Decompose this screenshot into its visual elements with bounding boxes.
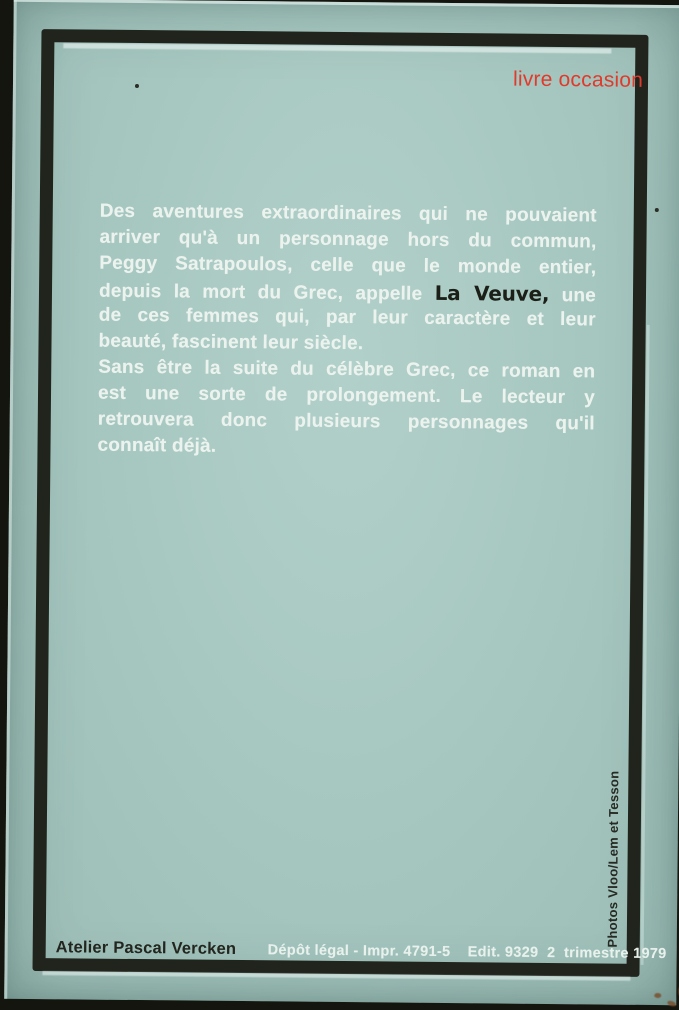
synopsis-line: Peggy Satrapoulos, celle que le monde entier, bbox=[99, 252, 597, 279]
synopsis-line: de ces femmes qui, par leur caractère et leur bbox=[98, 304, 596, 331]
wear-stain bbox=[654, 993, 661, 998]
legal-imprint: Dépôt légal - Impr. 4791-5 Edit. 9329 2 trimestre 1979 bbox=[267, 942, 667, 963]
back-cover bbox=[4, 0, 679, 1005]
studio-credit: Atelier Pascal Vercken bbox=[55, 938, 237, 958]
synopsis-line: connaît déjà. bbox=[97, 434, 217, 457]
synopsis-line: beauté, fascinent leur siècle. bbox=[98, 330, 364, 355]
border-frame bbox=[32, 29, 648, 977]
synopsis-line-pre: depuis la mort du Grec, appelle bbox=[98, 280, 423, 305]
synopsis-line-post: une bbox=[561, 285, 597, 307]
synopsis-line: retrouvera donc plusieurs personnages qu'il bbox=[97, 408, 595, 435]
paper-speck bbox=[135, 84, 139, 88]
paper-speck bbox=[655, 208, 659, 212]
synopsis-line: Des aventures extraordinaires qui ne pouvaient bbox=[99, 200, 597, 227]
synopsis-line: arriver qu'à un personnage hors du commun, bbox=[99, 226, 597, 253]
synopsis-line: est une sorte de prolongement. Le lecteur y bbox=[97, 382, 596, 409]
wear-stain bbox=[667, 1000, 677, 1008]
synopsis-text bbox=[97, 199, 596, 464]
emphasis-la-veuve: La Veuve, bbox=[434, 280, 550, 306]
used-book-overlay-label: livre occasion bbox=[512, 67, 644, 92]
synopsis-line: Sans être la suite du célèbre Grec, ce roman en bbox=[98, 356, 596, 383]
photo-credit-vertical: Photos Vloo/Lem et Tesson bbox=[604, 770, 622, 948]
